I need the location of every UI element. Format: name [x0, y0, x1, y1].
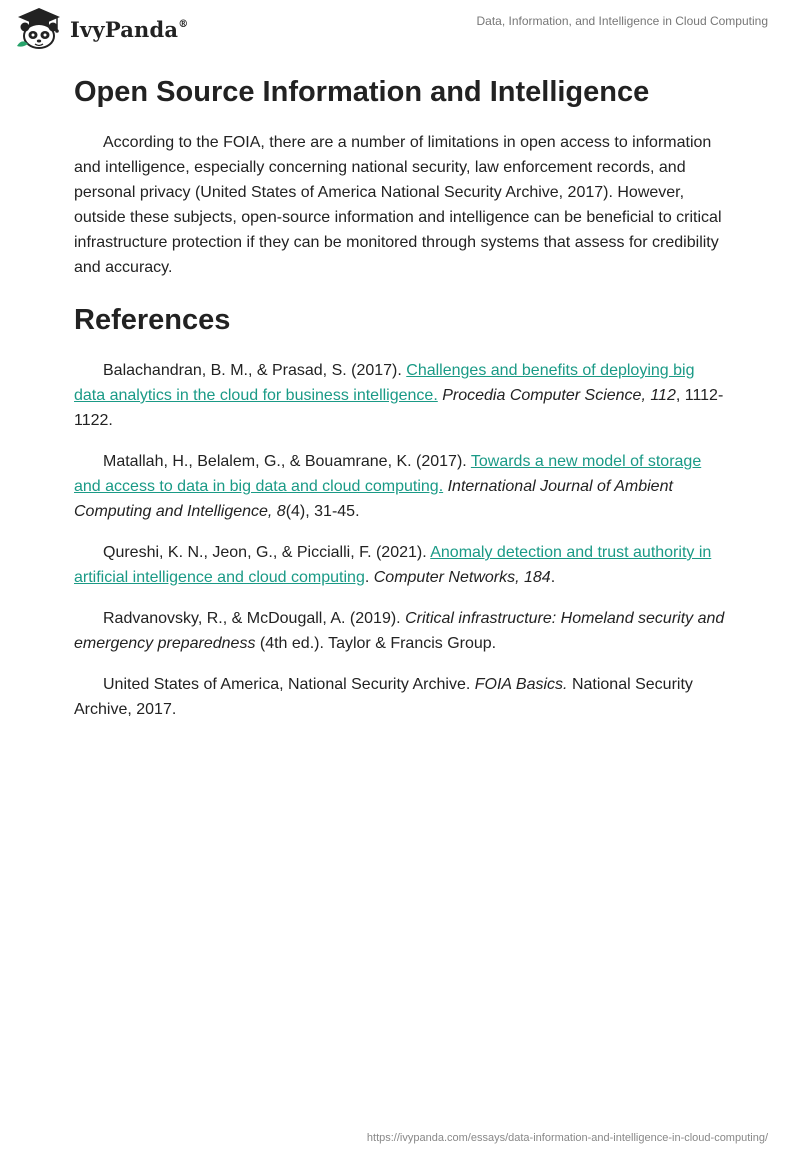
references-heading: References	[74, 304, 231, 336]
panda-graduation-cap-icon	[14, 6, 64, 50]
reference-link[interactable]: Towards a new model of storage and access to data in big data and cloud computing.	[74, 453, 702, 495]
reference-link[interactable]: Challenges and benefits of deploying big data analytics in the cloud for business intelligence.	[74, 362, 695, 404]
reference-item: Qureshi, K. N., Jeon, G., & Piccialli, F. (2021). Anomaly detection and trust authority in artificial intelligence and cloud computing. Computer Networks, 184.	[74, 544, 712, 586]
section-heading-open-source: Open Source Information and Intelligence	[74, 76, 650, 108]
reference-link[interactable]: Anomaly detection and trust authority in artificial intelligence and cloud computing	[74, 544, 712, 586]
reference-item: Matallah, H., Belalem, G., & Bouamrane, K. (2017). Towards a new model of storage and access to data in big data and cloud computing. International Journal of Ambient Computing and Intelligence, 8(4), 31-45.	[74, 453, 702, 520]
reference-item: United States of America, National Security Archive. FOIA Basics. National Security Archive, 2017.	[74, 676, 693, 718]
body-paragraph: According to the FOIA, there are a number of limitations in open access to information and intelligence, especially concerning national security, law enforcement records, and personal privacy (United States of America National Security Archive, 2017). However, outside these subjects, open-source information and intelligence can be beneficial to critical infrastructure protection if they can be monitored through systems that assess for credibility and accuracy.	[74, 134, 722, 276]
reference-item: Radvanovsky, R., & McDougall, A. (2019). Critical infrastructure: Homeland security and emergency preparedness (4th ed.). Taylor & Francis Group.	[74, 610, 725, 652]
reference-item: Balachandran, B. M., & Prasad, S. (2017). Challenges and benefits of deploying big data analytics in the cloud for business intelligence. Procedia Computer Science, 112, 1112-1122.	[74, 362, 724, 429]
running-title: Data, Information, and Intelligence in Cloud Computing	[476, 14, 768, 28]
footer-url[interactable]: https://ivypanda.com/essays/data-information-and-intelligence-in-cloud-computing/	[366, 1132, 768, 1144]
document-body	[74, 68, 726, 738]
brand-logo[interactable]	[14, 6, 188, 50]
brand-name: IvyPanda®	[70, 16, 189, 42]
page-header	[0, 0, 800, 60]
